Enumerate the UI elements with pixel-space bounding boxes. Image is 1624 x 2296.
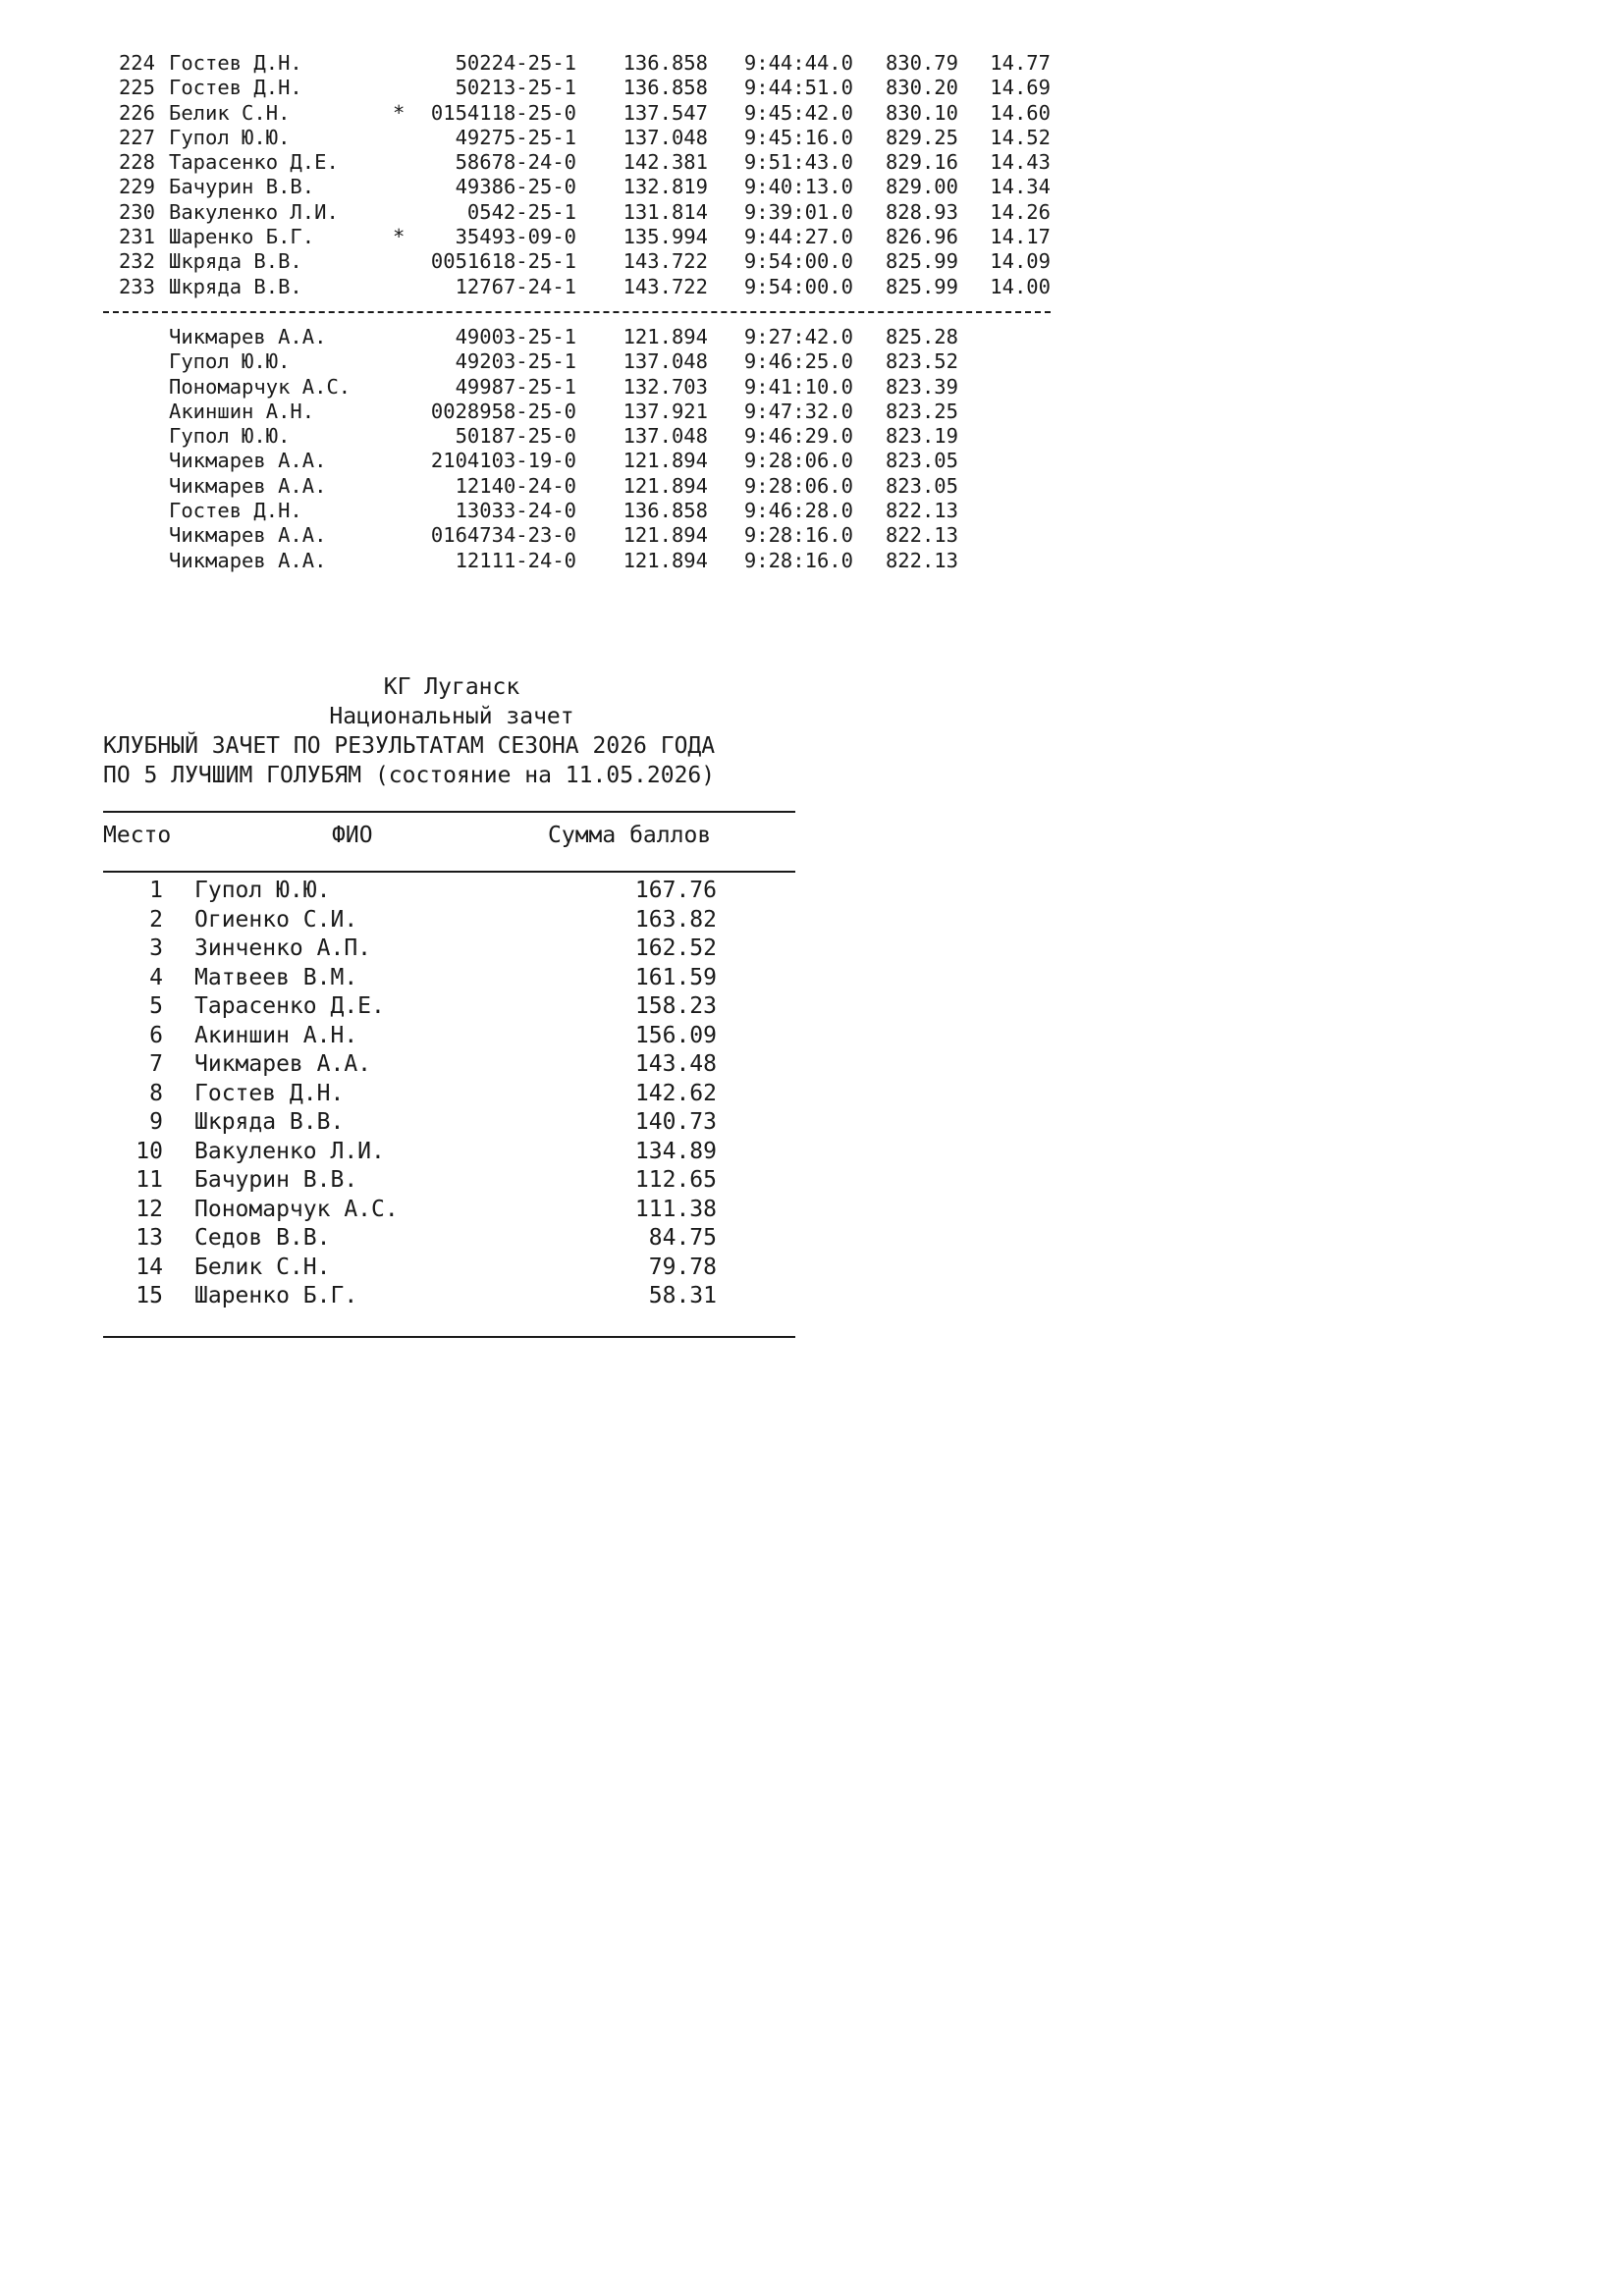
table-row xyxy=(0,76,1081,100)
result-ring: 0051618-25-1 xyxy=(430,249,576,274)
result-speed: 823.05 xyxy=(885,473,958,498)
ranking-place: 12 xyxy=(135,1196,163,1222)
result-distance: 143.722 xyxy=(623,249,708,274)
result-points: 14.77 xyxy=(990,51,1051,75)
header-line-1: КГ Луганск xyxy=(383,674,520,700)
result-time: 9:28:06.0 xyxy=(743,473,853,498)
result-speed: 823.25 xyxy=(885,399,958,423)
table-row xyxy=(0,474,1081,499)
table-row xyxy=(0,51,1081,76)
result-place: 226 xyxy=(118,100,155,125)
result-distance: 132.703 xyxy=(623,374,708,399)
ranking-name: Гостев Д.Н. xyxy=(194,1080,345,1106)
result-name: Гостев Д.Н. xyxy=(169,76,302,100)
ranking-sum: 156.09 xyxy=(634,1022,717,1048)
result-speed: 823.05 xyxy=(885,449,958,473)
ranking-rows xyxy=(0,876,1081,1310)
ranking-name: Акиншин А.Н. xyxy=(194,1022,358,1048)
result-distance: 137.921 xyxy=(623,399,708,423)
table-row xyxy=(0,1223,1081,1253)
result-speed: 830.20 xyxy=(885,76,958,100)
result-ring: 12111-24-0 xyxy=(455,548,576,572)
result-ring: 49275-25-1 xyxy=(455,125,576,149)
result-ring: 0028958-25-0 xyxy=(430,399,576,423)
table-row xyxy=(0,963,1081,992)
result-speed: 828.93 xyxy=(885,199,958,224)
result-name: Шкряда В.В. xyxy=(169,249,302,274)
result-distance: 137.048 xyxy=(623,424,708,449)
result-name: Вакуленко Л.И. xyxy=(169,199,339,224)
result-points: 14.69 xyxy=(990,76,1051,100)
column-place: Место xyxy=(103,823,172,848)
ranking-sum: 79.78 xyxy=(648,1254,717,1280)
table-row xyxy=(0,523,1081,548)
ranking-name: Пономарчук А.С. xyxy=(194,1196,399,1222)
table-row xyxy=(0,876,1081,905)
ranking-name: Бачурин В.В. xyxy=(194,1167,358,1193)
result-place: 229 xyxy=(118,175,155,199)
ranking-name: Зинченко А.П. xyxy=(194,935,372,961)
result-points: 14.52 xyxy=(990,125,1051,149)
result-time: 9:44:51.0 xyxy=(743,76,853,100)
table-row xyxy=(0,1049,1081,1079)
column-sum: Сумма баллов xyxy=(548,823,712,848)
result-time: 9:45:42.0 xyxy=(743,100,853,125)
ranking-place: 15 xyxy=(135,1283,163,1308)
result-time: 9:44:27.0 xyxy=(743,225,853,249)
result-speed: 826.96 xyxy=(885,225,958,249)
result-star-mark: * xyxy=(393,225,406,249)
result-ring: 2104103-19-0 xyxy=(430,449,576,473)
ranking-name: Матвеев В.М. xyxy=(194,964,358,990)
column-name: ФИО xyxy=(332,823,373,848)
result-time: 9:41:10.0 xyxy=(743,374,853,399)
ranking-place: 9 xyxy=(149,1109,163,1135)
document-page xyxy=(0,0,1081,1530)
result-name: Тарасенко Д.Е. xyxy=(169,150,339,175)
ranking-name: Седов В.В. xyxy=(194,1225,331,1251)
result-ring: 49003-25-1 xyxy=(455,325,576,348)
header-line-2: Национальный зачет xyxy=(329,704,574,729)
result-place: 232 xyxy=(118,249,155,274)
result-distance: 143.722 xyxy=(623,274,708,298)
result-ring: 12140-24-0 xyxy=(455,473,576,498)
ranking-name: Огиенко С.И. xyxy=(194,906,358,933)
ranking-column-header xyxy=(0,821,1081,850)
result-place: 225 xyxy=(118,76,155,100)
result-name: Шкряда В.В. xyxy=(169,274,302,298)
result-speed: 829.00 xyxy=(885,175,958,199)
result-speed: 830.10 xyxy=(885,100,958,125)
table-row xyxy=(0,349,1081,374)
header-bottom-rule xyxy=(103,871,795,873)
ranking-sum: 161.59 xyxy=(634,964,717,990)
table-row xyxy=(0,225,1081,249)
result-speed: 830.79 xyxy=(885,51,958,75)
result-points: 14.34 xyxy=(990,175,1051,199)
result-name: Шаренко Б.Г. xyxy=(169,225,315,249)
result-points: 14.43 xyxy=(990,150,1051,175)
ranking-place: 11 xyxy=(135,1167,163,1193)
table-row xyxy=(0,934,1081,963)
result-distance: 121.894 xyxy=(623,325,708,348)
result-name: Гупол Ю.Ю. xyxy=(169,125,291,149)
result-ring: 12767-24-1 xyxy=(455,274,576,298)
result-distance: 136.858 xyxy=(623,51,708,75)
result-speed: 829.16 xyxy=(885,150,958,175)
ranking-place: 14 xyxy=(135,1254,163,1280)
club-header xyxy=(103,672,800,790)
result-name: Чикмарев А.А. xyxy=(169,473,327,498)
table-row xyxy=(0,1165,1081,1195)
result-distance: 142.381 xyxy=(623,150,708,175)
ranking-name: Тарасенко Д.Е. xyxy=(194,993,385,1019)
results-rows xyxy=(0,51,1081,299)
result-distance: 137.048 xyxy=(623,349,708,374)
result-speed: 822.13 xyxy=(885,499,958,523)
table-row xyxy=(0,325,1081,349)
table-row xyxy=(0,424,1081,449)
result-star-mark: * xyxy=(393,100,406,125)
table-row xyxy=(0,1021,1081,1050)
result-distance: 136.858 xyxy=(623,76,708,100)
result-name: Пономарчук А.С. xyxy=(169,374,352,399)
ranking-sum: 140.73 xyxy=(634,1109,717,1135)
table-row xyxy=(0,549,1081,573)
result-speed: 823.39 xyxy=(885,374,958,399)
result-ring: 58678-24-0 xyxy=(455,150,576,175)
table-row xyxy=(0,200,1081,225)
table-row xyxy=(0,375,1081,400)
result-distance: 135.994 xyxy=(623,225,708,249)
result-name: Гупол Ю.Ю. xyxy=(169,424,291,449)
result-name: Гостев Д.Н. xyxy=(169,499,302,523)
header-line-4: ПО 5 ЛУЧШИМ ГОЛУБЯМ (состояние на 11.05.2026) xyxy=(103,763,716,788)
ranking-place: 10 xyxy=(135,1138,163,1164)
table-row xyxy=(0,1281,1081,1310)
result-ring: 49987-25-1 xyxy=(455,374,576,399)
result-time: 9:40:13.0 xyxy=(743,175,853,199)
result-time: 9:46:29.0 xyxy=(743,424,853,449)
table-row xyxy=(0,150,1081,175)
result-name: Чикмарев А.А. xyxy=(169,449,327,473)
table-row xyxy=(0,499,1081,523)
result-ring: 13033-24-0 xyxy=(455,499,576,523)
header-line-3: КЛУБНЫЙ ЗАЧЕТ ПО РЕЗУЛЬТАТАМ СЕЗОНА 2026 ГОДА xyxy=(103,733,716,759)
result-distance: 132.819 xyxy=(623,175,708,199)
ranking-sum: 134.89 xyxy=(634,1138,717,1164)
ranking-sum: 142.62 xyxy=(634,1080,717,1106)
ranking-place: 3 xyxy=(149,935,163,961)
result-ring: 0542-25-1 xyxy=(466,199,576,224)
table-row xyxy=(0,400,1081,424)
result-place: 231 xyxy=(118,225,155,249)
result-ring: 0154118-25-0 xyxy=(430,100,576,125)
result-ring: 50224-25-1 xyxy=(455,51,576,75)
table-row xyxy=(0,1253,1081,1282)
table-row xyxy=(0,905,1081,934)
result-name: Чикмарев А.А. xyxy=(169,548,327,572)
extra-results-rows xyxy=(0,325,1081,573)
ranking-sum: 111.38 xyxy=(634,1196,717,1222)
result-time: 9:54:00.0 xyxy=(743,249,853,274)
ranking-place: 4 xyxy=(149,964,163,990)
ranking-place: 5 xyxy=(149,993,163,1019)
result-name: Гостев Д.Н. xyxy=(169,51,302,75)
result-time: 9:45:16.0 xyxy=(743,125,853,149)
result-ring: 50213-25-1 xyxy=(455,76,576,100)
result-time: 9:28:16.0 xyxy=(743,523,853,548)
result-time: 9:27:42.0 xyxy=(743,325,853,348)
ranking-sum: 162.52 xyxy=(634,935,717,961)
result-speed: 822.13 xyxy=(885,548,958,572)
result-speed: 822.13 xyxy=(885,523,958,548)
result-speed: 823.52 xyxy=(885,349,958,374)
result-time: 9:51:43.0 xyxy=(743,150,853,175)
result-name: Белик С.Н. xyxy=(169,100,291,125)
result-ring: 49203-25-1 xyxy=(455,349,576,374)
result-points: 14.00 xyxy=(990,274,1051,298)
result-points: 14.09 xyxy=(990,249,1051,274)
result-distance: 121.894 xyxy=(623,449,708,473)
result-time: 9:46:25.0 xyxy=(743,349,853,374)
table-row xyxy=(0,249,1081,274)
result-distance: 137.048 xyxy=(623,125,708,149)
ranking-sum: 163.82 xyxy=(634,906,717,933)
result-time: 9:39:01.0 xyxy=(743,199,853,224)
ranking-name: Шкряда В.В. xyxy=(194,1109,345,1135)
results-table xyxy=(0,51,1081,299)
result-time: 9:47:32.0 xyxy=(743,399,853,423)
result-speed: 825.99 xyxy=(885,249,958,274)
ranking-place: 6 xyxy=(149,1022,163,1048)
table-row xyxy=(0,1137,1081,1166)
result-speed: 825.28 xyxy=(885,325,958,348)
ranking-table xyxy=(0,876,1081,1310)
ranking-name: Шаренко Б.Г. xyxy=(194,1283,358,1308)
ranking-sum: 58.31 xyxy=(648,1283,717,1308)
result-ring: 50187-25-0 xyxy=(455,424,576,449)
result-speed: 829.25 xyxy=(885,125,958,149)
ranking-sum: 158.23 xyxy=(634,993,717,1019)
result-distance: 131.814 xyxy=(623,199,708,224)
result-place: 228 xyxy=(118,150,155,175)
ranking-sum: 143.48 xyxy=(634,1051,717,1077)
result-name: Чикмарев А.А. xyxy=(169,523,327,548)
result-distance: 121.894 xyxy=(623,523,708,548)
table-row xyxy=(0,101,1081,126)
result-ring: 49386-25-0 xyxy=(455,175,576,199)
result-time: 9:28:06.0 xyxy=(743,449,853,473)
ranking-place: 13 xyxy=(135,1225,163,1251)
ranking-sum: 112.65 xyxy=(634,1167,717,1193)
result-points: 14.26 xyxy=(990,199,1051,224)
result-place: 227 xyxy=(118,125,155,149)
result-speed: 823.19 xyxy=(885,424,958,449)
ranking-place: 1 xyxy=(149,878,163,903)
ranking-place: 8 xyxy=(149,1080,163,1106)
table-row xyxy=(0,175,1081,199)
table-row xyxy=(0,991,1081,1021)
result-place: 224 xyxy=(118,51,155,75)
result-points: 14.17 xyxy=(990,225,1051,249)
table-top-rule xyxy=(103,811,795,813)
result-distance: 137.547 xyxy=(623,100,708,125)
table-row xyxy=(0,126,1081,150)
ranking-name: Гупол Ю.Ю. xyxy=(194,878,331,903)
ranking-name: Белик С.Н. xyxy=(194,1254,331,1280)
result-speed: 825.99 xyxy=(885,274,958,298)
result-name: Акиншин А.Н. xyxy=(169,399,315,423)
result-time: 9:44:44.0 xyxy=(743,51,853,75)
result-distance: 121.894 xyxy=(623,473,708,498)
result-time: 9:46:28.0 xyxy=(743,499,853,523)
result-ring: 35493-09-0 xyxy=(455,225,576,249)
dashed-separator xyxy=(103,311,1051,313)
result-time: 9:54:00.0 xyxy=(743,274,853,298)
table-row xyxy=(0,1107,1081,1137)
result-time: 9:28:16.0 xyxy=(743,548,853,572)
ranking-place: 2 xyxy=(149,906,163,933)
ranking-place: 7 xyxy=(149,1051,163,1077)
ranking-sum: 84.75 xyxy=(648,1225,717,1251)
result-name: Гупол Ю.Ю. xyxy=(169,349,291,374)
result-distance: 121.894 xyxy=(623,548,708,572)
table-row xyxy=(0,275,1081,299)
table-bottom-rule xyxy=(103,1336,795,1338)
result-ring: 0164734-23-0 xyxy=(430,523,576,548)
table-row xyxy=(0,1195,1081,1224)
result-name: Бачурин В.В. xyxy=(169,175,315,199)
result-name: Чикмарев А.А. xyxy=(169,325,327,348)
result-points: 14.60 xyxy=(990,100,1051,125)
extra-results-table xyxy=(0,325,1081,573)
result-place: 230 xyxy=(118,199,155,224)
result-distance: 136.858 xyxy=(623,499,708,523)
ranking-sum: 167.76 xyxy=(634,878,717,903)
ranking-name: Чикмарев А.А. xyxy=(194,1051,372,1077)
result-place: 233 xyxy=(118,274,155,298)
ranking-name: Вакуленко Л.И. xyxy=(194,1138,385,1164)
table-row xyxy=(0,449,1081,473)
table-row xyxy=(0,1079,1081,1108)
